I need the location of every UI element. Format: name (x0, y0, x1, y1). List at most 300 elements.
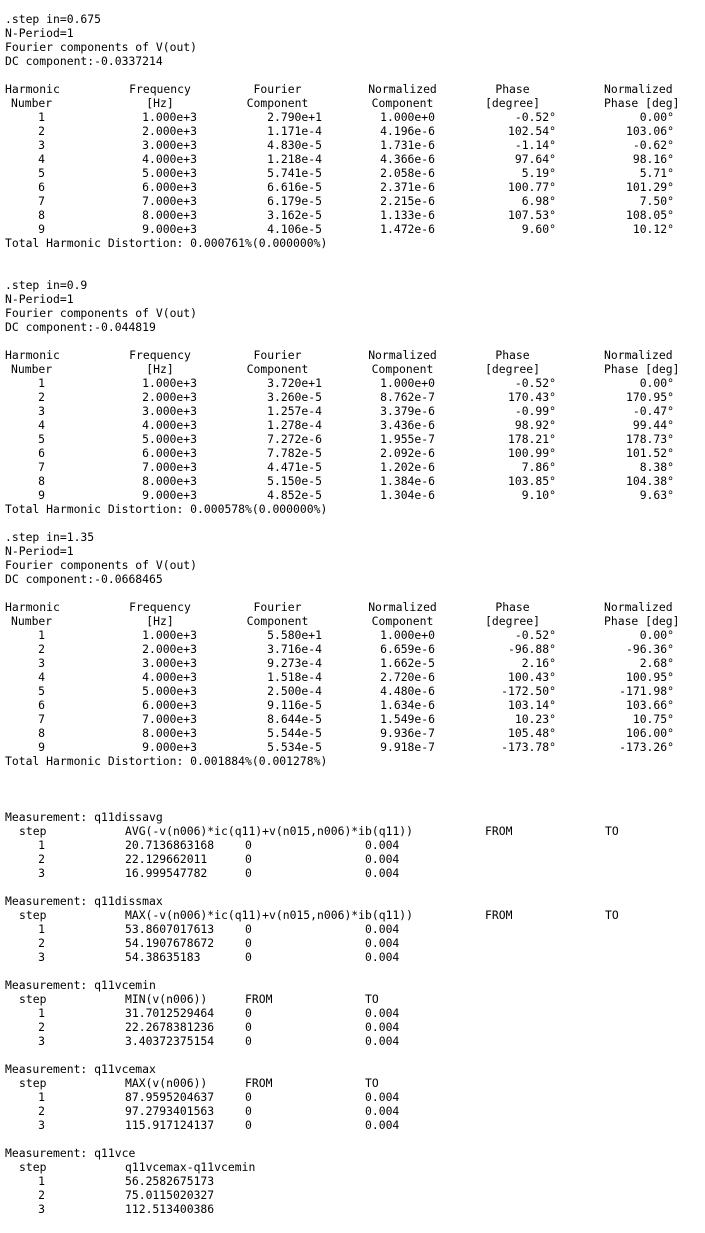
harmonic-number: 4 (38, 152, 45, 166)
normalized-phase: 99.44° (632, 418, 674, 432)
measurement-value: 112.513400386 (125, 1202, 215, 1216)
harmonic-number: 9 (38, 222, 45, 236)
fourier-component: 4.471e-5 (267, 460, 322, 474)
header-fourier: Fourier (253, 82, 302, 96)
measurement-header-row (5, 1160, 701, 1174)
from-value: 0 (245, 1034, 252, 1048)
normalized-phase: 106.00° (625, 726, 674, 740)
fourier-title: Fourier components of V(out) (5, 306, 198, 320)
frequency: 9.000e+3 (142, 222, 197, 236)
measurement-title: Measurement: q11vce (5, 1146, 136, 1160)
header-expression: AVG(-v(n006)*ic(q11)+v(n015,n006)*ib(q11)) (125, 824, 414, 838)
harmonic-number: 8 (38, 474, 45, 488)
measurement-title: Measurement: q11dissmax (5, 894, 163, 908)
measurement-value: 56.2582675173 (125, 1174, 215, 1188)
fourier-component: 7.782e-5 (267, 446, 322, 460)
fourier-component: 7.272e-6 (267, 432, 322, 446)
normalized-phase: 104.38° (625, 474, 674, 488)
n-period: N-Period=1 (5, 544, 74, 558)
frequency: 7.000e+3 (142, 460, 197, 474)
harmonic-number: 5 (38, 684, 45, 698)
header-fourier: Component (246, 614, 309, 628)
dc-component: DC component:-0.0337214 (5, 54, 163, 68)
harmonic-row (5, 488, 701, 502)
normalized-phase: 10.75° (632, 712, 674, 726)
header-frequency: [Hz] (146, 96, 174, 110)
fourier-component: 5.534e-5 (267, 740, 322, 754)
header-norm-phase: Phase [deg] (604, 362, 680, 376)
harmonic-row (5, 628, 701, 642)
from-value: 0 (245, 936, 252, 950)
normalized-component: 1.731e-6 (380, 138, 435, 152)
to-value: 0.004 (365, 1118, 400, 1132)
phase: -96.88° (507, 642, 556, 656)
normalized-component: 9.936e-7 (380, 726, 435, 740)
step-number: 3 (38, 1034, 45, 1048)
harmonic-row (5, 432, 701, 446)
header-harmonic: Number (11, 362, 53, 376)
measurement-value: 115.917124137 (125, 1118, 215, 1132)
harmonic-number: 1 (38, 110, 45, 124)
fourier-component: 4.830e-5 (267, 138, 322, 152)
phase: 6.98° (521, 194, 556, 208)
header-expression: q11vcemax-q11vcemin (125, 1160, 256, 1174)
normalized-component: 2.215e-6 (380, 194, 435, 208)
frequency: 8.000e+3 (142, 726, 197, 740)
dc-component: DC component:-0.0668465 (5, 572, 163, 586)
frequency: 1.000e+3 (142, 110, 197, 124)
normalized-component: 2.371e-6 (380, 180, 435, 194)
harmonic-row (5, 194, 701, 208)
phase: 178.21° (507, 432, 556, 446)
header-norm-phase: Normalized (604, 82, 673, 96)
normalized-phase: 7.50° (639, 194, 674, 208)
normalized-phase: 8.38° (639, 460, 674, 474)
measurement-value: 54.38635183 (125, 950, 201, 964)
measurement-value: 54.1907678672 (125, 936, 215, 950)
harmonic-row (5, 740, 701, 754)
measurement-value: 20.7136863168 (125, 838, 215, 852)
normalized-component: 1.000e+0 (380, 628, 435, 642)
harmonic-number: 6 (38, 698, 45, 712)
harmonic-number: 5 (38, 432, 45, 446)
step-line: .step in=0.675 (5, 12, 102, 26)
phase: 103.14° (507, 698, 556, 712)
fourier-component: 1.518e-4 (267, 670, 322, 684)
from-value: 0 (245, 866, 252, 880)
measurement-row (5, 866, 701, 880)
header-harmonic: Number (11, 96, 53, 110)
normalized-component: 2.720e-6 (380, 670, 435, 684)
from-value: 0 (245, 838, 252, 852)
step-number: 1 (38, 1174, 45, 1188)
to-value: 0.004 (365, 838, 400, 852)
header-harmonic: Harmonic (5, 348, 60, 362)
harmonic-row (5, 152, 701, 166)
phase: 107.53° (507, 208, 556, 222)
fourier-component: 5.544e-5 (267, 726, 322, 740)
fourier-header-row (5, 82, 701, 96)
fourier-component: 1.278e-4 (267, 418, 322, 432)
phase: 100.77° (507, 180, 556, 194)
frequency: 1.000e+3 (142, 376, 197, 390)
phase: -1.14° (514, 138, 556, 152)
to-value: 0.004 (365, 1034, 400, 1048)
header-to: TO (365, 1076, 379, 1090)
harmonic-number: 9 (38, 740, 45, 754)
measurement-title: Measurement: q11vcemax (5, 1062, 156, 1076)
measurement-value: 22.2678381236 (125, 1020, 215, 1034)
phase: 5.19° (521, 166, 556, 180)
measurement-row (5, 1104, 701, 1118)
measurement-header-row (5, 824, 701, 838)
to-value: 0.004 (365, 936, 400, 950)
dc-component: DC component:-0.044819 (5, 320, 156, 334)
phase: 100.99° (507, 446, 556, 460)
harmonic-row (5, 180, 701, 194)
step-number: 2 (38, 852, 45, 866)
step-line: .step in=0.9 (5, 278, 88, 292)
harmonic-number: 2 (38, 642, 45, 656)
frequency: 7.000e+3 (142, 194, 197, 208)
to-value: 0.004 (365, 852, 400, 866)
header-step: step (19, 1076, 47, 1090)
header-step: step (19, 908, 47, 922)
measurement-row (5, 1118, 701, 1132)
harmonic-number: 8 (38, 726, 45, 740)
step-number: 1 (38, 922, 45, 936)
measurement-value: 87.9595204637 (125, 1090, 215, 1104)
step-number: 2 (38, 1104, 45, 1118)
to-value: 0.004 (365, 866, 400, 880)
harmonic-number: 3 (38, 138, 45, 152)
normalized-phase: -0.47° (632, 404, 674, 418)
fourier-component: 6.179e-5 (267, 194, 322, 208)
from-value: 0 (245, 1006, 252, 1020)
harmonic-row (5, 446, 701, 460)
step-number: 3 (38, 950, 45, 964)
normalized-phase: 170.95° (625, 390, 674, 404)
harmonic-number: 8 (38, 208, 45, 222)
harmonic-number: 7 (38, 712, 45, 726)
header-normalized: Normalized (368, 348, 437, 362)
total-harmonic-distortion: Total Harmonic Distortion: 0.001884%(0.001278%) (5, 754, 328, 768)
header-frequency: Frequency (129, 82, 191, 96)
harmonic-row (5, 110, 701, 124)
normalized-phase: 103.06° (625, 124, 674, 138)
header-to: TO (365, 992, 379, 1006)
harmonic-number: 4 (38, 418, 45, 432)
header-norm-phase: Normalized (604, 348, 673, 362)
spice-output-log (5, 12, 701, 1216)
frequency: 3.000e+3 (142, 404, 197, 418)
header-from: FROM (485, 908, 513, 922)
normalized-phase: 0.00° (639, 376, 674, 390)
header-harmonic: Number (11, 614, 53, 628)
frequency: 2.000e+3 (142, 642, 197, 656)
to-value: 0.004 (365, 1020, 400, 1034)
measurement-value: 75.0115020327 (125, 1188, 215, 1202)
frequency: 2.000e+3 (142, 390, 197, 404)
step-number: 2 (38, 1020, 45, 1034)
measurement-value: 3.40372375154 (125, 1034, 215, 1048)
measurement-value: 16.999547782 (125, 866, 208, 880)
harmonic-number: 5 (38, 166, 45, 180)
harmonic-row (5, 390, 701, 404)
harmonic-row (5, 642, 701, 656)
header-from: FROM (485, 824, 513, 838)
normalized-component: 9.918e-7 (380, 740, 435, 754)
normalized-phase: 101.52° (625, 446, 674, 460)
normalized-phase: 9.63° (639, 488, 674, 502)
phase: 10.23° (514, 712, 556, 726)
fourier-component: 5.741e-5 (267, 166, 322, 180)
normalized-phase: 0.00° (639, 110, 674, 124)
fourier-component: 9.273e-4 (267, 656, 322, 670)
total-harmonic-distortion: Total Harmonic Distortion: 0.000578%(0.000000%) (5, 502, 328, 516)
harmonic-row (5, 670, 701, 684)
step-number: 3 (38, 1202, 45, 1216)
harmonic-row (5, 656, 701, 670)
normalized-phase: 103.66° (625, 698, 674, 712)
frequency: 5.000e+3 (142, 166, 197, 180)
frequency: 3.000e+3 (142, 656, 197, 670)
normalized-component: 1.000e+0 (380, 376, 435, 390)
header-step: step (19, 992, 47, 1006)
header-to: TO (605, 824, 619, 838)
phase: 9.10° (521, 488, 556, 502)
header-normalized: Normalized (368, 600, 437, 614)
normalized-component: 1.304e-6 (380, 488, 435, 502)
normalized-phase: 108.05° (625, 208, 674, 222)
harmonic-row (5, 376, 701, 390)
harmonic-row (5, 712, 701, 726)
harmonic-number: 1 (38, 376, 45, 390)
normalized-phase: 98.16° (632, 152, 674, 166)
frequency: 4.000e+3 (142, 152, 197, 166)
harmonic-number: 6 (38, 446, 45, 460)
measurement-header-row (5, 1076, 701, 1090)
header-norm-phase: Normalized (604, 600, 673, 614)
header-to: TO (605, 908, 619, 922)
fourier-component: 3.720e+1 (267, 376, 322, 390)
from-value: 0 (245, 852, 252, 866)
normalized-component: 4.480e-6 (380, 684, 435, 698)
header-harmonic: Harmonic (5, 600, 60, 614)
header-phase: Phase (495, 82, 530, 96)
frequency: 9.000e+3 (142, 488, 197, 502)
fourier-component: 8.644e-5 (267, 712, 322, 726)
normalized-phase: -96.36° (625, 642, 674, 656)
to-value: 0.004 (365, 1006, 400, 1020)
phase: 105.48° (507, 726, 556, 740)
frequency: 9.000e+3 (142, 740, 197, 754)
n-period: N-Period=1 (5, 26, 74, 40)
fourier-title: Fourier components of V(out) (5, 558, 198, 572)
normalized-phase: 0.00° (639, 628, 674, 642)
header-fourier: Component (246, 96, 309, 110)
fourier-component: 3.260e-5 (267, 390, 322, 404)
phase: 102.54° (507, 124, 556, 138)
measurement-header-row (5, 992, 701, 1006)
frequency: 4.000e+3 (142, 670, 197, 684)
normalized-phase: 101.29° (625, 180, 674, 194)
harmonic-number: 7 (38, 460, 45, 474)
measurement-row (5, 1174, 701, 1188)
normalized-component: 4.196e-6 (380, 124, 435, 138)
frequency: 2.000e+3 (142, 124, 197, 138)
header-phase: [degree] (485, 614, 540, 628)
measurement-row (5, 936, 701, 950)
harmonic-number: 2 (38, 390, 45, 404)
harmonic-row (5, 698, 701, 712)
normalized-phase: 178.73° (625, 432, 674, 446)
phase: 98.92° (514, 418, 556, 432)
header-phase: [degree] (485, 362, 540, 376)
step-number: 1 (38, 838, 45, 852)
normalized-component: 1.472e-6 (380, 222, 435, 236)
step-number: 1 (38, 1006, 45, 1020)
frequency: 6.000e+3 (142, 698, 197, 712)
fourier-component: 4.852e-5 (267, 488, 322, 502)
phase: -0.52° (514, 110, 556, 124)
phase: 7.86° (521, 460, 556, 474)
harmonic-number: 3 (38, 404, 45, 418)
to-value: 0.004 (365, 1104, 400, 1118)
measurement-value: 22.129662011 (125, 852, 208, 866)
frequency: 6.000e+3 (142, 180, 197, 194)
to-value: 0.004 (365, 922, 400, 936)
header-normalized: Component (371, 614, 434, 628)
header-normalized: Normalized (368, 82, 437, 96)
harmonic-row (5, 166, 701, 180)
from-value: 0 (245, 950, 252, 964)
phase: 9.60° (521, 222, 556, 236)
phase: 103.85° (507, 474, 556, 488)
harmonic-number: 4 (38, 670, 45, 684)
fourier-title: Fourier components of V(out) (5, 40, 198, 54)
normalized-component: 1.662e-5 (380, 656, 435, 670)
header-norm-phase: Phase [deg] (604, 614, 680, 628)
header-step: step (19, 1160, 47, 1174)
normalized-component: 1.000e+0 (380, 110, 435, 124)
fourier-header-row (5, 348, 701, 362)
normalized-phase: 5.71° (639, 166, 674, 180)
header-fourier: Fourier (253, 348, 302, 362)
normalized-phase: 10.12° (632, 222, 674, 236)
header-fourier: Component (246, 362, 309, 376)
harmonic-row (5, 138, 701, 152)
normalized-component: 3.379e-6 (380, 404, 435, 418)
harmonic-row (5, 124, 701, 138)
header-norm-phase: Phase [deg] (604, 96, 680, 110)
frequency: 5.000e+3 (142, 432, 197, 446)
measurement-header-row (5, 908, 701, 922)
normalized-component: 1.634e-6 (380, 698, 435, 712)
n-period: N-Period=1 (5, 292, 74, 306)
measurement-row (5, 838, 701, 852)
header-frequency: [Hz] (146, 362, 174, 376)
normalized-component: 6.659e-6 (380, 642, 435, 656)
frequency: 6.000e+3 (142, 446, 197, 460)
step-number: 2 (38, 936, 45, 950)
harmonic-number: 1 (38, 628, 45, 642)
harmonic-row (5, 404, 701, 418)
normalized-component: 2.092e-6 (380, 446, 435, 460)
fourier-component: 5.580e+1 (267, 628, 322, 642)
total-harmonic-distortion: Total Harmonic Distortion: 0.000761%(0.000000%) (5, 236, 328, 250)
header-phase: Phase (495, 600, 530, 614)
header-step: step (19, 824, 47, 838)
header-phase: Phase (495, 348, 530, 362)
step-number: 1 (38, 1090, 45, 1104)
fourier-component: 6.616e-5 (267, 180, 322, 194)
fourier-component: 9.116e-5 (267, 698, 322, 712)
normalized-component: 1.549e-6 (380, 712, 435, 726)
harmonic-number: 7 (38, 194, 45, 208)
measurement-row (5, 922, 701, 936)
harmonic-row (5, 208, 701, 222)
normalized-phase: -171.98° (619, 684, 674, 698)
frequency: 4.000e+3 (142, 418, 197, 432)
step-number: 3 (38, 866, 45, 880)
harmonic-number: 3 (38, 656, 45, 670)
header-from: FROM (245, 992, 273, 1006)
header-normalized: Component (371, 96, 434, 110)
frequency: 5.000e+3 (142, 684, 197, 698)
fourier-component: 2.500e-4 (267, 684, 322, 698)
frequency: 3.000e+3 (142, 138, 197, 152)
harmonic-row (5, 418, 701, 432)
fourier-component: 1.218e-4 (267, 152, 322, 166)
header-normalized: Component (371, 362, 434, 376)
fourier-component: 3.162e-5 (267, 208, 322, 222)
frequency: 8.000e+3 (142, 474, 197, 488)
fourier-component: 2.790e+1 (267, 110, 322, 124)
fourier-header-row (5, 96, 701, 110)
phase: 2.16° (521, 656, 556, 670)
measurement-value: 31.7012529464 (125, 1006, 215, 1020)
measurement-row (5, 1020, 701, 1034)
step-number: 2 (38, 1188, 45, 1202)
header-frequency: Frequency (129, 348, 191, 362)
header-expression: MIN(v(n006)) (125, 992, 208, 1006)
from-value: 0 (245, 1104, 252, 1118)
measurement-value: 53.8607017613 (125, 922, 215, 936)
measurement-row (5, 1034, 701, 1048)
harmonic-row (5, 726, 701, 740)
header-from: FROM (245, 1076, 273, 1090)
normalized-phase: -0.62° (632, 138, 674, 152)
step-number: 3 (38, 1118, 45, 1132)
fourier-header-row (5, 614, 701, 628)
header-expression: MAX(-v(n006)*ic(q11)+v(n015,n006)*ib(q11)) (125, 908, 414, 922)
header-frequency: Frequency (129, 600, 191, 614)
fourier-header-row (5, 362, 701, 376)
harmonic-row (5, 684, 701, 698)
phase: -173.78° (501, 740, 556, 754)
harmonic-row (5, 460, 701, 474)
normalized-component: 1.955e-7 (380, 432, 435, 446)
normalized-component: 8.762e-7 (380, 390, 435, 404)
from-value: 0 (245, 1118, 252, 1132)
header-harmonic: Harmonic (5, 82, 60, 96)
fourier-component: 5.150e-5 (267, 474, 322, 488)
frequency: 8.000e+3 (142, 208, 197, 222)
measurement-row (5, 852, 701, 866)
fourier-component: 3.716e-4 (267, 642, 322, 656)
phase: -172.50° (501, 684, 556, 698)
